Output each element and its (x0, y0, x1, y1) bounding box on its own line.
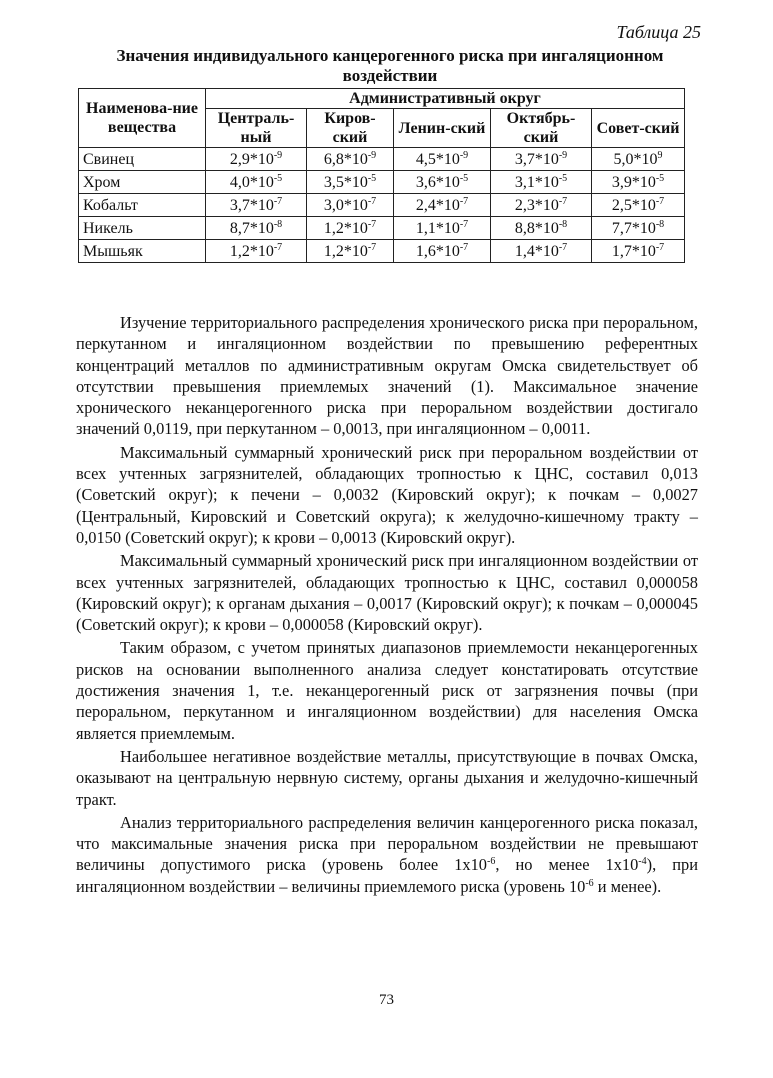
value-mantissa: 3,6*10 (415, 173, 460, 191)
value-exponent: -5 (558, 172, 568, 184)
paragraph: Максимальный суммарный хронический риск при ингаляционном воздействии от всех учтенных загрязнителей, обладающих тропностью к ЦНС, составил 0,000058 (Кировский округ); к органам дыхания – 0,0017 (Кировский округ); к почкам – 0,000045 (Советский округ); к крови – 0,000058 (Кировский округ). (76, 551, 698, 635)
substance-name-cell: Никель (79, 217, 206, 240)
risk-value-cell (491, 194, 592, 217)
risk-value-cell (307, 194, 394, 217)
risk-value-cell (592, 194, 685, 217)
value-mantissa: 1,4*10 (514, 242, 559, 260)
value-exponent: -7 (367, 195, 377, 207)
value-exponent: -7 (558, 241, 568, 253)
value-exponent: 9 (657, 149, 663, 161)
table-caption: Значения индивидуального канцерогенного риска при ингаляционном воздействии (116, 46, 664, 85)
risk-value-cell (307, 217, 394, 240)
risk-value-cell (394, 194, 491, 217)
value-exponent: -7 (367, 218, 377, 230)
district-group-header: Административный округ (206, 89, 685, 109)
paragraph: Наибольшее негативное воздействие металлы, присутствующие в почвах Омска, оказывают на центральную нервную систему, органы дыхания и желудочно-кишечный тракт. (76, 746, 698, 809)
risk-value-cell (206, 171, 307, 194)
risk-value-cell (394, 240, 491, 263)
table-row (79, 171, 685, 194)
value-mantissa: 8,7*10 (229, 219, 274, 237)
value-exponent: -5 (367, 172, 377, 184)
value-exponent: -9 (367, 149, 377, 161)
substance-name-cell: Свинец (79, 148, 206, 171)
table-row (79, 217, 685, 240)
text-run: и менее). (593, 876, 662, 896)
value-mantissa: 3,7*10 (229, 196, 274, 214)
value-mantissa: 1,1*10 (415, 219, 460, 237)
value-mantissa: 6,8*10 (323, 150, 368, 168)
value-mantissa: 1,6*10 (415, 242, 460, 260)
risk-value-cell (491, 171, 592, 194)
risk-value-cell (592, 217, 685, 240)
value-mantissa: 3,5*10 (323, 173, 368, 191)
paragraph: Таким образом, с учетом принятых диапазонов приемлемости неканцерогенных рисков на основании выполненного анализа следует констатировать отсутствие достижения значения 1, т.е. неканцерогенный риск от загрязнения почвы (при пероральном, перкутанном и ингаляционном воздействии) для населения Омска является приемлемым. (76, 638, 698, 743)
district-header: Октябрь-ский (491, 109, 592, 148)
risk-value-cell (206, 240, 307, 263)
risk-value-cell (394, 217, 491, 240)
risk-value-cell (592, 171, 685, 194)
table-body (79, 148, 685, 263)
value-exponent: -7 (273, 195, 283, 207)
value-mantissa: 1,2*10 (229, 242, 274, 260)
risk-value-cell (307, 148, 394, 171)
substance-header: Наименова-ние вещества (79, 89, 206, 148)
risk-value-cell (394, 148, 491, 171)
value-mantissa: 1,7*10 (611, 242, 656, 260)
exponent: -6 (585, 877, 594, 889)
substance-name-cell: Кобальт (79, 194, 206, 217)
exponent: -6 (486, 856, 496, 868)
value-exponent: -9 (558, 149, 568, 161)
body-text (76, 312, 698, 899)
risk-value-cell (394, 171, 491, 194)
value-mantissa: 1,2*10 (323, 219, 368, 237)
value-exponent: -7 (459, 195, 469, 207)
table-row (79, 194, 685, 217)
risk-value-cell (592, 240, 685, 263)
value-mantissa: 2,4*10 (415, 196, 460, 214)
substance-name-cell: Хром (79, 171, 206, 194)
text-run: , но менее 1x10 (495, 855, 639, 875)
value-exponent: -9 (459, 149, 469, 161)
risk-value-cell (491, 217, 592, 240)
text-run: ), при ингаляционном воздействии – величины приемлемого риска (уровень 10 (76, 855, 698, 896)
value-exponent: -7 (558, 195, 568, 207)
value-exponent: -7 (655, 241, 665, 253)
value-mantissa: 1,2*10 (323, 242, 368, 260)
value-exponent: -8 (273, 218, 283, 230)
paragraph: Максимальный суммарный хронический риск при пероральном воздействии от всех учтенных загрязнителей, обладающих тропностью к ЦНС, составил 0,013 (Советский округ); к печени – 0,0032 (Кировский округ); к почкам – 0,0027 (Центральный, Кировский и Советский округа); к желудочно-кишечному тракту – 0,0150 (Советский округ); к крови – 0,0013 (Кировский округ). (76, 442, 698, 547)
value-mantissa: 4,0*10 (229, 173, 274, 191)
table-number-label: Таблица 25 (616, 22, 701, 42)
value-exponent: -7 (367, 241, 377, 253)
risk-value-cell (206, 148, 307, 171)
value-mantissa: 3,1*10 (514, 173, 559, 191)
value-exponent: -8 (655, 218, 665, 230)
value-exponent: -5 (273, 172, 283, 184)
value-exponent: -7 (459, 241, 469, 253)
risk-value-cell (592, 148, 685, 171)
text-run: Анализ территориального распределения величин канцерогенного риска показал, что максимальные значения риска при пероральном воздействии не превышают величины допустимого риска (уровень более 1x10 (76, 812, 698, 875)
value-exponent: -5 (655, 172, 665, 184)
district-header: Киров-ский (307, 109, 394, 148)
risk-value-cell (307, 240, 394, 263)
risk-value-cell (491, 240, 592, 263)
value-mantissa: 5,0*10 (613, 150, 658, 168)
value-exponent: -5 (459, 172, 469, 184)
value-exponent: -7 (459, 218, 469, 230)
table-row (79, 240, 685, 263)
value-exponent: -8 (558, 218, 568, 230)
value-mantissa: 8,8*10 (514, 219, 559, 237)
district-header: Централь-ный (206, 109, 307, 148)
risk-table (78, 88, 685, 263)
value-mantissa: 3,7*10 (514, 150, 559, 168)
paragraph: Изучение территориального распределения хронического риска при пероральном, перкутанном и ингаляционном воздействии по превышению референтных концентраций металлов по административным округам Омска свидетельствует об отсутствии превышения приемлемых значений (1). Максимальное значение хронического неканцерогенного риска при пероральном воздействии достигало значений 0,0119, при перкутанном – 0,0013, при ингаляционном – 0,0011. (76, 313, 698, 439)
value-exponent: -9 (273, 149, 283, 161)
value-mantissa: 2,9*10 (229, 150, 274, 168)
value-mantissa: 3,0*10 (323, 196, 368, 214)
table-header-row (79, 89, 685, 109)
value-mantissa: 3,9*10 (611, 173, 656, 191)
value-mantissa: 4,5*10 (415, 150, 460, 168)
paragraph (76, 812, 698, 897)
district-header: Совет-ский (592, 109, 685, 148)
substance-name-cell: Мышьяк (79, 240, 206, 263)
risk-value-cell (206, 194, 307, 217)
value-exponent: -7 (655, 195, 665, 207)
value-exponent: -7 (273, 241, 283, 253)
value-mantissa: 7,7*10 (611, 219, 656, 237)
district-header: Ленин-ский (394, 109, 491, 148)
page-number: 73 (379, 992, 394, 1008)
exponent: -4 (638, 856, 647, 868)
risk-value-cell (307, 171, 394, 194)
value-mantissa: 2,5*10 (611, 196, 656, 214)
risk-value-cell (206, 217, 307, 240)
risk-value-cell (491, 148, 592, 171)
value-mantissa: 2,3*10 (514, 196, 559, 214)
table-row (79, 148, 685, 171)
